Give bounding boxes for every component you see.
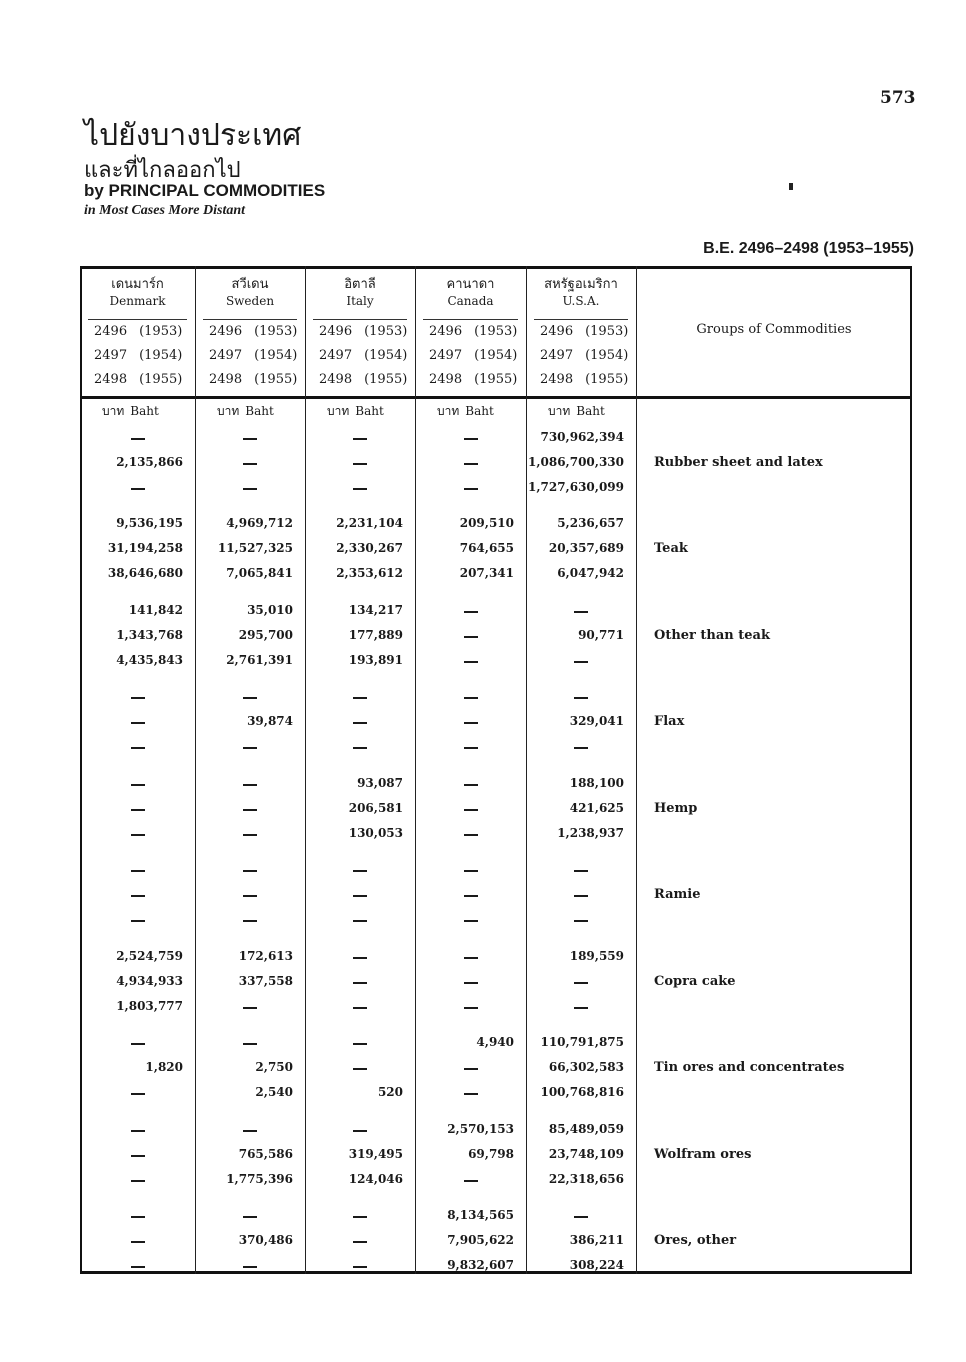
year-ad: (1955) [585,372,629,387]
table-cell-dash [243,809,257,811]
table-cell-dash [464,982,478,984]
unit-english: Baht [245,404,274,418]
year-label: 2496 (1953) [319,324,408,339]
table-cell-dash [464,1180,478,1182]
table-cell-dash [131,722,145,724]
table-cell-value: 4,969,712 [226,516,293,530]
table-cell-value: 90,771 [578,628,624,642]
unit-label [102,402,159,421]
table-cell-dash [243,438,257,440]
year-ad: (1953) [254,324,298,339]
table-cell-dash [574,1216,588,1218]
unit-thai: บาท [327,404,350,418]
year-ad: (1953) [364,324,408,339]
unit-thai: บาท [548,404,571,418]
table-cell-dash [131,1093,145,1095]
table-cell-value: 39,874 [247,714,293,728]
unit-label [548,402,605,421]
table-cell-dash [464,834,478,836]
table-cell-dash [243,1266,257,1268]
table-cell-value: 2,231,104 [336,516,403,530]
table-cell-dash [131,809,145,811]
table-cell-value: 20,357,689 [548,541,624,555]
table-cell-dash [464,722,478,724]
table-cell-dash [353,1130,367,1132]
column-divider [636,266,637,1274]
table-cell-value: 1,343,768 [116,628,183,642]
table-cell-dash [464,809,478,811]
table-cell-dash [353,747,367,749]
column-divider [305,266,306,1274]
table-cell-dash [353,1068,367,1070]
table-cell-dash [464,957,478,959]
title-thai-line2: และที่ไกลออกไป [84,158,241,183]
table-left-rule [80,266,82,1274]
unit-english: Baht [576,404,605,418]
year-label: 2498 (1955) [94,372,183,387]
year-label: 2496 (1953) [209,324,298,339]
table-cell-dash [574,920,588,922]
table-cell-dash [131,1216,145,1218]
table-cell-value: 35,010 [247,603,293,617]
table-cell-dash [464,661,478,663]
table-cell-dash [574,747,588,749]
table-cell-value: 11,527,325 [217,541,293,555]
table-cell-dash [464,920,478,922]
year-label: 2498 (1955) [540,372,629,387]
unit-english: Baht [465,404,494,418]
unit-label [327,402,384,421]
table-cell-value: 5,236,657 [557,516,624,530]
table-cell-value: 124,046 [348,1172,403,1186]
table-cell-value: 193,891 [348,653,403,667]
country-underline [423,319,518,320]
table-cell-value: 1,727,630,099 [527,480,624,494]
table-cell-dash [574,661,588,663]
table-cell-dash [131,438,145,440]
table-cell-value: 4,940 [476,1035,514,1049]
table-cell-dash [353,463,367,465]
commodity-label: Other than teak [654,628,770,643]
table-cell-value: 370,486 [238,1233,293,1247]
table-cell-value: 130,053 [348,826,403,840]
table-cell-value: 2,353,612 [336,566,403,580]
table-cell-dash [131,488,145,490]
table-cell-value: 172,613 [238,949,293,963]
table-cell-dash [243,920,257,922]
table-cell-value: 421,625 [569,801,624,815]
title-thai-line1: ไปยังบางประเทศ [84,118,302,153]
table-cell-value: 319,495 [348,1147,403,1161]
table-cell-dash [574,870,588,872]
country-underline [88,319,187,320]
table-cell-value: 6,047,942 [557,566,624,580]
table-cell-dash [574,697,588,699]
commodities-table [80,266,912,1274]
commodity-label: Rubber sheet and latex [654,455,823,470]
table-cell-dash [574,982,588,984]
table-cell-dash [243,463,257,465]
year-label: 2498 (1955) [319,372,408,387]
table-cell-dash [464,611,478,613]
table-cell-dash [131,1241,145,1243]
table-cell-dash [464,697,478,699]
table-cell-value: 764,655 [459,541,514,555]
groups-header: Groups of Commodities [696,322,852,337]
country-header [526,276,636,309]
stray-mark [789,183,793,190]
table-cell-value: 8,134,565 [447,1208,514,1222]
unit-english: Baht [130,404,159,418]
table-cell-value: 9,832,607 [447,1258,514,1272]
table-cell-value: 765,586 [238,1147,293,1161]
table-cell-dash [464,1093,478,1095]
table-cell-dash [353,488,367,490]
year-ad: (1953) [474,324,518,339]
table-cell-dash [353,870,367,872]
commodity-label: Ores, other [654,1233,737,1248]
table-cell-dash [131,784,145,786]
table-cell-value: 188,100 [569,776,624,790]
table-cell-value: 1,238,937 [557,826,624,840]
commodity-label: Flax [654,714,685,729]
table-cell-value: 209,510 [459,516,514,530]
unit-label [437,402,494,421]
table-cell-value: 7,065,841 [226,566,293,580]
table-cell-value: 2,135,866 [116,455,183,469]
table-cell-value: 730,962,394 [540,430,624,444]
commodity-label: Ramie [654,887,701,902]
table-cell-value: 110,791,875 [540,1035,624,1049]
table-cell-dash [464,463,478,465]
table-cell-value: 31,194,258 [107,541,183,555]
page-number: 573 [880,88,916,108]
table-cell-dash [131,834,145,836]
table-cell-value: 520 [377,1085,403,1099]
table-cell-dash [243,834,257,836]
table-cell-value: 2,540 [255,1085,293,1099]
table-cell-dash [353,1266,367,1268]
table-cell-dash [464,1007,478,1009]
table-cell-value: 2,750 [255,1060,293,1074]
table-cell-value: 206,581 [348,801,403,815]
country-name-thai: เดนมาร์ก [111,277,164,292]
commodity-label: Teak [654,541,688,556]
table-cell-dash [353,895,367,897]
table-cell-dash [353,1007,367,1009]
table-cell-value: 4,435,843 [116,653,183,667]
table-cell-dash [464,870,478,872]
table-cell-value: 22,318,656 [548,1172,624,1186]
table-cell-dash [131,895,145,897]
table-cell-dash [131,1130,145,1132]
table-cell-value: 177,889 [348,628,403,642]
country-name-thai: คานาดา [446,277,495,292]
year-ad: (1954) [364,348,408,363]
table-cell-dash [353,1216,367,1218]
table-cell-value: 1,086,700,330 [527,455,624,469]
table-cell-value: 1,820 [145,1060,183,1074]
year-ad: (1954) [474,348,518,363]
table-cell-value: 93,087 [357,776,403,790]
country-header [80,276,195,309]
table-cell-value: 38,646,680 [107,566,183,580]
table-cell-value: 207,341 [459,566,514,580]
year-label: 2496 (1953) [94,324,183,339]
unit-english: Baht [355,404,384,418]
table-cell-dash [131,1155,145,1157]
year-ad: (1955) [364,372,408,387]
table-cell-dash [353,438,367,440]
year-ad: (1955) [254,372,298,387]
table-cell-dash [464,784,478,786]
year-ad: (1955) [474,372,518,387]
table-cell-dash [353,697,367,699]
table-cell-dash [131,870,145,872]
table-cell-dash [243,1216,257,1218]
year-ad: (1954) [139,348,183,363]
table-cell-dash [243,895,257,897]
year-label: 2497 (1954) [209,348,298,363]
table-cell-dash [243,747,257,749]
table-cell-dash [464,895,478,897]
year-label: 2497 (1954) [319,348,408,363]
year-ad: (1954) [254,348,298,363]
table-cell-value: 4,934,933 [116,974,183,988]
table-cell-dash [353,1043,367,1045]
commodity-label: Copra cake [654,974,736,989]
unit-thai: บาท [217,404,240,418]
table-cell-dash [353,920,367,922]
country-name-thai: สหรัฐอเมริกา [544,277,618,292]
year-ad: (1953) [585,324,629,339]
country-header [305,276,415,309]
country-underline [534,319,628,320]
unit-label [217,402,274,421]
country-name-english: Canada [447,294,494,308]
table-cell-value: 69,798 [468,1147,514,1161]
year-label: 2496 (1953) [540,324,629,339]
unit-thai: บาท [437,404,460,418]
table-cell-dash [131,920,145,922]
country-name-thai: สวีเดน [231,277,269,292]
table-cell-dash [574,895,588,897]
year-label: 2497 (1954) [94,348,183,363]
table-cell-value: 2,570,153 [447,1122,514,1136]
year-label: 2498 (1955) [209,372,298,387]
table-cell-value: 386,211 [569,1233,624,1247]
year-label: 2497 (1954) [429,348,518,363]
country-header [415,276,526,309]
table-cell-dash [243,870,257,872]
country-underline [313,319,407,320]
table-cell-dash [464,747,478,749]
table-cell-value: 295,700 [238,628,293,642]
commodity-label: Tin ores and concentrates [654,1060,845,1075]
table-cell-dash [464,636,478,638]
table-cell-value: 1,775,396 [226,1172,293,1186]
subtitle-english: in Most Cases More Distant [84,203,246,218]
table-cell-dash [131,1266,145,1268]
country-name-english: U.S.A. [562,294,600,308]
commodity-label: Wolfram ores [654,1147,752,1162]
table-cell-dash [464,1068,478,1070]
country-name-thai: อิตาลี [344,277,376,292]
table-cell-dash [353,1241,367,1243]
table-cell-dash [464,438,478,440]
table-cell-dash [243,1043,257,1045]
table-cell-value: 7,905,622 [447,1233,514,1247]
title-english: by PRINCIPAL COMMODITIES [84,181,326,200]
table-cell-dash [464,488,478,490]
table-cell-dash [243,1007,257,1009]
table-top-rule [80,266,912,269]
year-ad: (1955) [139,372,183,387]
table-cell-dash [131,697,145,699]
country-name-english: Italy [346,294,374,308]
year-label: 2497 (1954) [540,348,629,363]
year-label: 2496 (1953) [429,324,518,339]
table-cell-dash [131,747,145,749]
country-name-english: Denmark [109,294,166,308]
table-cell-value: 2,330,267 [336,541,403,555]
table-cell-value: 2,761,391 [226,653,293,667]
table-cell-value: 189,559 [569,949,624,963]
table-cell-value: 2,524,759 [116,949,183,963]
commodity-label: Hemp [654,801,698,816]
table-cell-value: 66,302,583 [548,1060,624,1074]
table-cell-dash [243,697,257,699]
table-cell-value: 1,803,777 [116,999,183,1013]
column-divider [195,266,196,1274]
table-cell-dash [243,1130,257,1132]
table-cell-value: 100,768,816 [540,1085,624,1099]
table-cell-value: 308,224 [569,1258,624,1272]
table-cell-value: 23,748,109 [548,1147,624,1161]
table-cell-dash [353,982,367,984]
country-name-english: Sweden [225,294,275,308]
table-cell-value: 141,842 [128,603,183,617]
year-ad: (1953) [139,324,183,339]
table-cell-value: 85,489,059 [548,1122,624,1136]
table-cell-dash [131,1180,145,1182]
country-header [195,276,305,309]
table-cell-dash [574,611,588,613]
table-cell-value: 9,536,195 [116,516,183,530]
table-cell-dash [353,722,367,724]
country-underline [203,319,297,320]
table-cell-value: 134,217 [348,603,403,617]
period-label: B.E. 2496–2498 (1953–1955) [703,240,914,257]
table-cell-dash [243,784,257,786]
table-cell-dash [131,1043,145,1045]
table-cell-dash [243,488,257,490]
year-label: 2498 (1955) [429,372,518,387]
table-cell-value: 329,041 [569,714,624,728]
year-ad: (1954) [585,348,629,363]
header-rule [80,396,912,399]
table-cell-value: 337,558 [238,974,293,988]
table-cell-dash [353,957,367,959]
unit-thai: บาท [102,404,125,418]
table-right-rule [910,266,912,1274]
table-cell-dash [574,1007,588,1009]
